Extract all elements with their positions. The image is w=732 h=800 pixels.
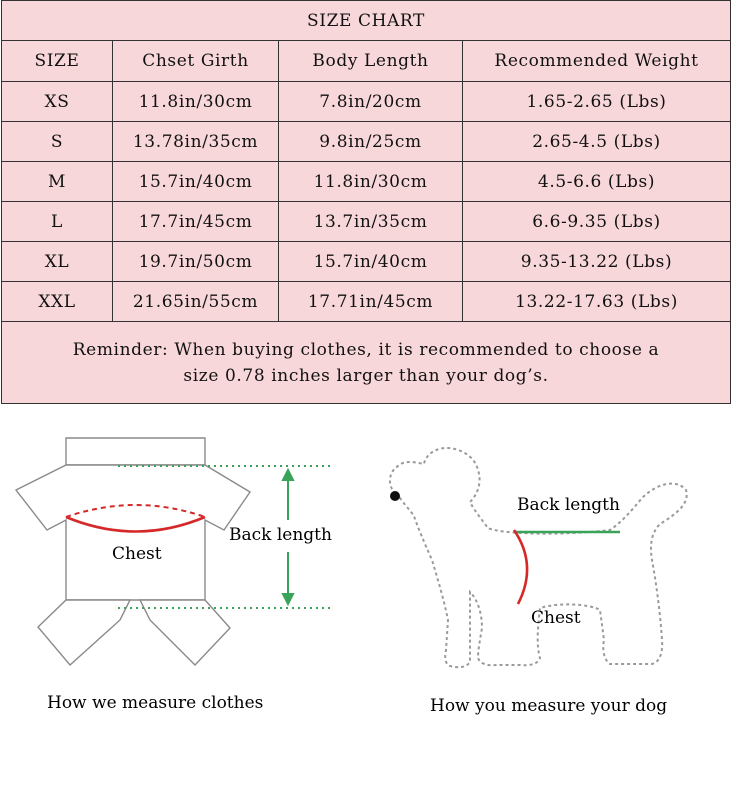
reminder-line-1: Reminder: When buying clothes, it is recommended to choose a: [72, 339, 660, 360]
measurement-diagrams: [0, 403, 732, 800]
dog-outline-icon: [390, 448, 687, 667]
cell-body-length: 11.8in/30cm: [279, 162, 463, 202]
dog-chest-line: [514, 530, 527, 604]
dog-caption: How you measure your dog: [430, 696, 668, 716]
clothes-back-length-label: Back length: [229, 525, 332, 545]
cell-chest-girth: 11.8in/30cm: [113, 82, 279, 122]
header-chest-girth: Chset Girth: [113, 41, 279, 82]
cell-size: L: [2, 202, 113, 242]
cell-body-length: 7.8in/20cm: [279, 82, 463, 122]
table-row: [2, 202, 731, 242]
clothes-chest-label: Chest: [112, 544, 162, 564]
cell-body-length: 17.71in/45cm: [279, 282, 463, 322]
header-recommended-weight: Recommended Weight: [463, 41, 731, 82]
cell-weight: 6.6-9.35 (Lbs): [463, 202, 731, 242]
reminder-line-2: size 0.78 inches larger than your dog’s.: [183, 365, 549, 386]
cell-weight: 4.5-6.6 (Lbs): [463, 162, 731, 202]
cell-chest-girth: 21.65in/55cm: [113, 282, 279, 322]
header-size: SIZE: [2, 41, 113, 82]
dog-nose-icon: [390, 491, 400, 501]
cell-body-length: 15.7in/40cm: [279, 242, 463, 282]
table-row: [2, 282, 731, 322]
cell-weight: 13.22-17.63 (Lbs): [463, 282, 731, 322]
cell-chest-girth: 13.78in/35cm: [113, 122, 279, 162]
table-row: [2, 122, 731, 162]
cell-body-length: 13.7in/35cm: [279, 202, 463, 242]
size-chart-title: SIZE CHART: [2, 1, 731, 41]
cell-weight: 2.65-4.5 (Lbs): [463, 122, 731, 162]
cell-chest-girth: 15.7in/40cm: [113, 162, 279, 202]
cell-size: XL: [2, 242, 113, 282]
cell-weight: 1.65-2.65 (Lbs): [463, 82, 731, 122]
cell-size: XS: [2, 82, 113, 122]
cell-body-length: 9.8in/25cm: [279, 122, 463, 162]
cell-chest-girth: 17.7in/45cm: [113, 202, 279, 242]
cell-size: M: [2, 162, 113, 202]
clothes-caption: How we measure clothes: [47, 693, 264, 713]
cell-chest-girth: 19.7in/50cm: [113, 242, 279, 282]
size-chart-table: [1, 0, 731, 404]
table-row: [2, 82, 731, 122]
dog-chest-label: Chest: [531, 608, 581, 628]
header-body-length: Body Length: [279, 41, 463, 82]
reminder-note: [2, 322, 731, 404]
table-row: [2, 162, 731, 202]
cell-size: XXL: [2, 282, 113, 322]
table-row: [2, 242, 731, 282]
dog-back-length-label: Back length: [517, 495, 620, 515]
dog-diagram: [390, 448, 687, 716]
clothes-diagram: [16, 438, 332, 713]
cell-size: S: [2, 122, 113, 162]
cell-weight: 9.35-13.22 (Lbs): [463, 242, 731, 282]
